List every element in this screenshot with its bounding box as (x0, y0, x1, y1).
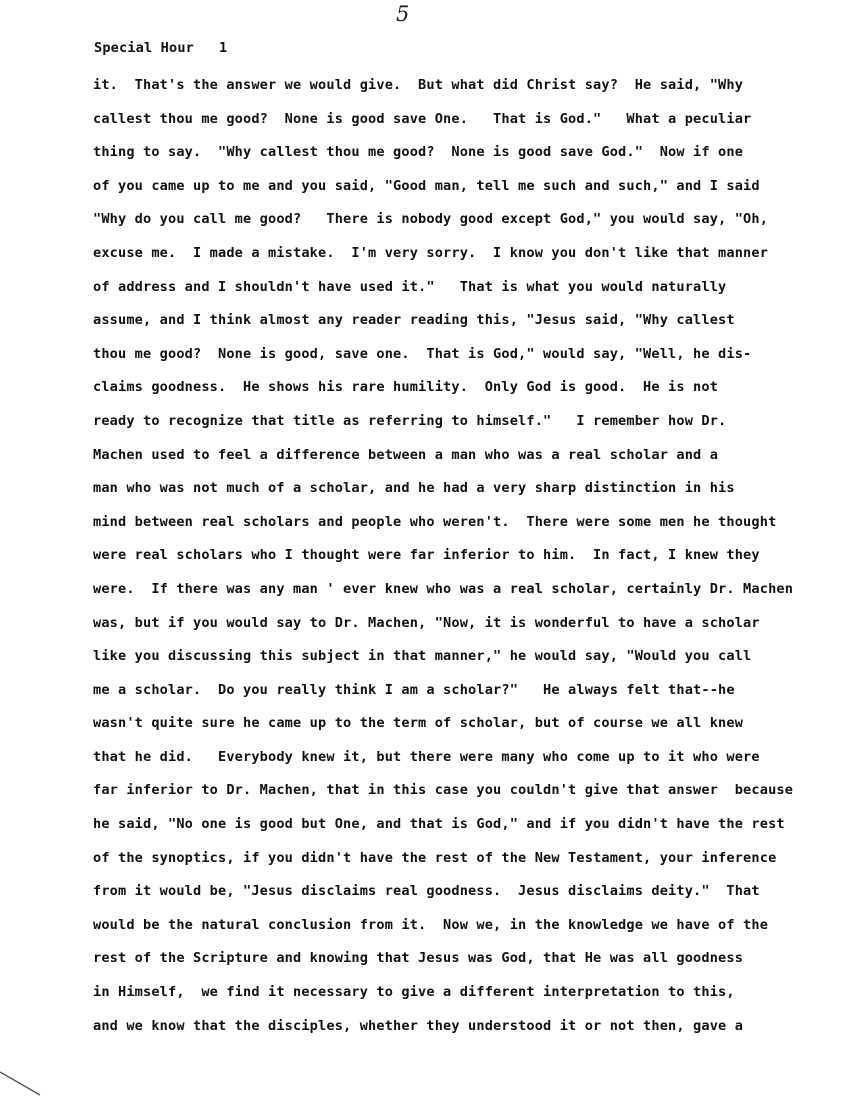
text-line: far inferior to Dr. Machen, that in this case you couldn't give that answer because (93, 782, 794, 799)
page-header: Special Hour 1 (94, 40, 228, 56)
text-line: me a scholar. Do you really think I am a scholar?" He always felt that--he (93, 681, 735, 698)
text-line: would be the natural conclusion from it. Now we, in the knowledge we have of the (93, 916, 769, 933)
text-line: of the synoptics, if you didn't have the rest of the New Testament, your inference (93, 849, 777, 866)
text-line: rest of the Scripture and knowing that Jesus was God, that He was all goodness (93, 950, 744, 967)
text-line: it. That's the answer we would give. But what did Christ say? He said, "Why (93, 77, 744, 93)
text-line: thing to say. "Why callest thou me good? None is good save God." Now if one (93, 144, 744, 161)
text-line: excuse me. I made a mistake. I'm very sorry. I know you don't like that manner (93, 244, 769, 261)
text-line: thou me good? None is good, save one. That is God," would say, "Well, he dis- (93, 345, 752, 362)
text-line: were. If there was any man ' ever knew who was a real scholar, certainly Dr. Machen (93, 580, 794, 597)
scan-edge-mark (0, 1060, 60, 1096)
text-line: callest thou me good? None is good save One. That is God." What a peculiar (93, 110, 752, 127)
page-number: 5 (396, 2, 410, 26)
text-line: mind between real scholars and people who weren't. There were some men he thought (93, 513, 777, 530)
text-line: man who was not much of a scholar, and he had a very sharp distinction in his (93, 480, 735, 497)
text-line: and we know that the disciples, whether they understood it or not then, gave a (93, 1017, 744, 1034)
text-line: ready to recognize that title as referring to himself." I remember how Dr. (93, 412, 727, 429)
text-line: that he did. Everybody knew it, but there were many who come up to it who were (93, 748, 760, 765)
text-line: wasn't quite sure he came up to the term of scholar, but of course we all knew (93, 715, 744, 732)
text-line: in Himself, we find it necessary to give a different interpretation to this, (93, 984, 735, 1001)
text-line: of you came up to me and you said, "Good man, tell me such and such," and I said (93, 177, 760, 194)
text-line: assume, and I think almost any reader reading this, "Jesus said, "Why callest (93, 312, 735, 329)
body-text (93, 75, 833, 1049)
text-line: from it would be, "Jesus disclaims real goodness. Jesus disclaims deity." That (93, 883, 760, 900)
text-line: he said, "No one is good but One, and that is God," and if you didn't have the rest (93, 816, 785, 833)
text-line: were real scholars who I thought were far inferior to him. In fact, I knew they (93, 547, 760, 564)
text-line: Machen used to feel a difference between a man who was a real scholar and a (93, 446, 719, 463)
text-line: "Why do you call me good? There is nobody good except God," you would say, "Oh, (93, 211, 769, 228)
text-line: was, but if you would say to Dr. Machen, "Now, it is wonderful to have a scholar (93, 614, 760, 631)
text-line: claims goodness. He shows his rare humility. Only God is good. He is not (93, 379, 719, 396)
text-line: like you discussing this subject in that manner," he would say, "Would you call (93, 648, 752, 665)
text-line: of address and I shouldn't have used it." That is what you would naturally (93, 278, 727, 295)
